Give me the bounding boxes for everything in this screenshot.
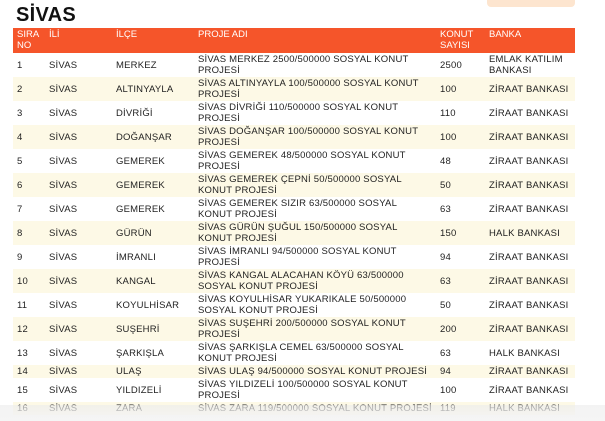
cell-il: SİVAS xyxy=(45,77,112,101)
cell-proje-adi: SİVAS KANGAL ALACAHAN KÖYÜ 63/500000 SOSYAL KONUT PROJESİ xyxy=(194,269,436,293)
cell-konut-sayisi: 100 xyxy=(436,378,485,402)
cell-ilce: ULAŞ xyxy=(112,365,194,378)
cell-sira-no: 5 xyxy=(13,149,45,173)
cell-il: SİVAS xyxy=(45,221,112,245)
cell-il: SİVAS xyxy=(45,173,112,197)
cell-il: SİVAS xyxy=(45,365,112,378)
table-row xyxy=(13,341,575,365)
cell-ilce: DİVRİĞİ xyxy=(112,101,194,125)
cell-banka: EMLAK KATILIM BANKASI xyxy=(485,53,575,77)
table-body xyxy=(13,53,575,415)
table-row xyxy=(13,149,575,173)
cell-sira-no: 7 xyxy=(13,197,45,221)
cell-il: SİVAS xyxy=(45,293,112,317)
cell-konut-sayisi: 94 xyxy=(436,365,485,378)
cell-il: SİVAS xyxy=(45,269,112,293)
table-row xyxy=(13,125,575,149)
cell-konut-sayisi: 200 xyxy=(436,317,485,341)
cell-sira-no: 13 xyxy=(13,341,45,365)
cell-ilce: GEMEREK xyxy=(112,149,194,173)
cell-ilce: GÜRÜN xyxy=(112,221,194,245)
page-title: SİVAS xyxy=(16,4,77,26)
cell-banka: ZİRAAT BANKASI xyxy=(485,269,575,293)
cell-sira-no: 14 xyxy=(13,365,45,378)
cell-ilce: İMRANLI xyxy=(112,245,194,269)
cell-proje-adi: SİVAS GÜRÜN ŞUĞUL 150/500000 SOSYAL KONUT PROJESİ xyxy=(194,221,436,245)
cell-sira-no: 10 xyxy=(13,269,45,293)
table-row xyxy=(13,77,575,101)
cell-sira-no: 8 xyxy=(13,221,45,245)
cell-il: SİVAS xyxy=(45,149,112,173)
cell-banka: ZİRAAT BANKASI xyxy=(485,317,575,341)
corner-badge xyxy=(487,0,575,7)
cell-il: SİVAS xyxy=(45,125,112,149)
cell-banka: ZİRAAT BANKASI xyxy=(485,101,575,125)
cell-proje-adi: SİVAS KOYULHİSAR YUKARIKALE 50/500000 SOSYAL KONUT PROJESİ xyxy=(194,293,436,317)
cell-banka: ZİRAAT BANKASI xyxy=(485,378,575,402)
cell-sira-no: 15 xyxy=(13,378,45,402)
cell-proje-adi: SİVAS DİVRİĞİ 110/500000 SOSYAL KONUT PROJESİ xyxy=(194,101,436,125)
header-banka: BANKA xyxy=(485,28,575,53)
cell-ilce: ALTINYAYLA xyxy=(112,77,194,101)
table-row xyxy=(13,245,575,269)
cell-proje-adi: SİVAS ALTINYAYLA 100/500000 SOSYAL KONUT PROJESİ xyxy=(194,77,436,101)
cell-sira-no: 1 xyxy=(13,53,45,77)
cell-il: SİVAS xyxy=(45,378,112,402)
cell-sira-no: 4 xyxy=(13,125,45,149)
cell-ilce: GEMEREK xyxy=(112,173,194,197)
bottom-edge xyxy=(0,405,605,421)
cell-konut-sayisi: 100 xyxy=(436,125,485,149)
cell-sira-no: 2 xyxy=(13,77,45,101)
cell-il: SİVAS xyxy=(45,317,112,341)
cell-il: SİVAS xyxy=(45,245,112,269)
cell-konut-sayisi: 48 xyxy=(436,149,485,173)
cell-sira-no: 12 xyxy=(13,317,45,341)
cell-proje-adi: SİVAS DOĞANŞAR 100/500000 SOSYAL KONUT PROJESİ xyxy=(194,125,436,149)
header-sira-no: SIRA NO xyxy=(13,28,45,53)
cell-banka: ZİRAAT BANKASI xyxy=(485,245,575,269)
cell-sira-no: 6 xyxy=(13,173,45,197)
cell-konut-sayisi: 63 xyxy=(436,341,485,365)
cell-proje-adi: SİVAS GEMEREK ÇEPNİ 50/500000 SOSYAL KONUT PROJESİ xyxy=(194,173,436,197)
cell-ilce: MERKEZ xyxy=(112,53,194,77)
header-il: İLİ xyxy=(45,28,112,53)
header-row xyxy=(13,28,575,53)
cell-konut-sayisi: 50 xyxy=(436,173,485,197)
cell-konut-sayisi: 63 xyxy=(436,269,485,293)
cell-proje-adi: SİVAS ŞARKIŞLA CEMEL 63/500000 SOSYAL KONUT PROJESİ xyxy=(194,341,436,365)
cell-ilce: KANGAL xyxy=(112,269,194,293)
cell-ilce: ŞARKIŞLA xyxy=(112,341,194,365)
table-row xyxy=(13,317,575,341)
table-row xyxy=(13,53,575,77)
cell-banka: ZİRAAT BANKASI xyxy=(485,293,575,317)
cell-sira-no: 9 xyxy=(13,245,45,269)
projects-table xyxy=(13,28,575,415)
header-ilce: İLÇE xyxy=(112,28,194,53)
cell-ilce: DOĞANŞAR xyxy=(112,125,194,149)
cell-sira-no: 11 xyxy=(13,293,45,317)
table-row xyxy=(13,221,575,245)
cell-il: SİVAS xyxy=(45,53,112,77)
cell-banka: ZİRAAT BANKASI xyxy=(485,173,575,197)
header-proje-adi: PROJE ADI xyxy=(194,28,436,53)
cell-konut-sayisi: 2500 xyxy=(436,53,485,77)
table-row xyxy=(13,269,575,293)
cell-ilce: KOYULHİSAR xyxy=(112,293,194,317)
cell-banka: HALK BANKASI xyxy=(485,221,575,245)
cell-banka: ZİRAAT BANKASI xyxy=(485,365,575,378)
cell-konut-sayisi: 150 xyxy=(436,221,485,245)
cell-konut-sayisi: 100 xyxy=(436,77,485,101)
cell-konut-sayisi: 63 xyxy=(436,197,485,221)
table-row xyxy=(13,378,575,402)
cell-konut-sayisi: 50 xyxy=(436,293,485,317)
cell-il: SİVAS xyxy=(45,101,112,125)
cell-konut-sayisi: 94 xyxy=(436,245,485,269)
cell-banka: ZİRAAT BANKASI xyxy=(485,77,575,101)
cell-proje-adi: SİVAS YILDIZELİ 100/500000 SOSYAL KONUT PROJESİ xyxy=(194,378,436,402)
cell-banka: ZİRAAT BANKASI xyxy=(485,149,575,173)
cell-proje-adi: SİVAS ULAŞ 94/500000 SOSYAL KONUT PROJESİ xyxy=(194,365,436,378)
cell-proje-adi: SİVAS GEMEREK SIZIR 63/500000 SOSYAL KONUT PROJESİ xyxy=(194,197,436,221)
cell-banka: HALK BANKASI xyxy=(485,341,575,365)
cell-banka: ZİRAAT BANKASI xyxy=(485,125,575,149)
table-row xyxy=(13,365,575,378)
cell-il: SİVAS xyxy=(45,341,112,365)
cell-sira-no: 3 xyxy=(13,101,45,125)
cell-konut-sayisi: 110 xyxy=(436,101,485,125)
table-row xyxy=(13,293,575,317)
header-konut-sayisi: KONUT SAYISI xyxy=(436,28,485,53)
cell-proje-adi: SİVAS SUŞEHRİ 200/500000 SOSYAL KONUT PROJESİ xyxy=(194,317,436,341)
table-row xyxy=(13,173,575,197)
cell-banka: ZİRAAT BANKASI xyxy=(485,197,575,221)
table-header xyxy=(13,28,575,53)
cell-proje-adi: SİVAS MERKEZ 2500/500000 SOSYAL KONUT PROJESİ xyxy=(194,53,436,77)
cell-ilce: YILDIZELİ xyxy=(112,378,194,402)
cell-proje-adi: SİVAS İMRANLI 94/500000 SOSYAL KONUT PROJESİ xyxy=(194,245,436,269)
cell-il: SİVAS xyxy=(45,197,112,221)
table-row xyxy=(13,197,575,221)
cell-proje-adi: SİVAS GEMEREK 48/500000 SOSYAL KONUT PROJESİ xyxy=(194,149,436,173)
cell-ilce: GEMEREK xyxy=(112,197,194,221)
table-row xyxy=(13,101,575,125)
cell-ilce: SUŞEHRİ xyxy=(112,317,194,341)
